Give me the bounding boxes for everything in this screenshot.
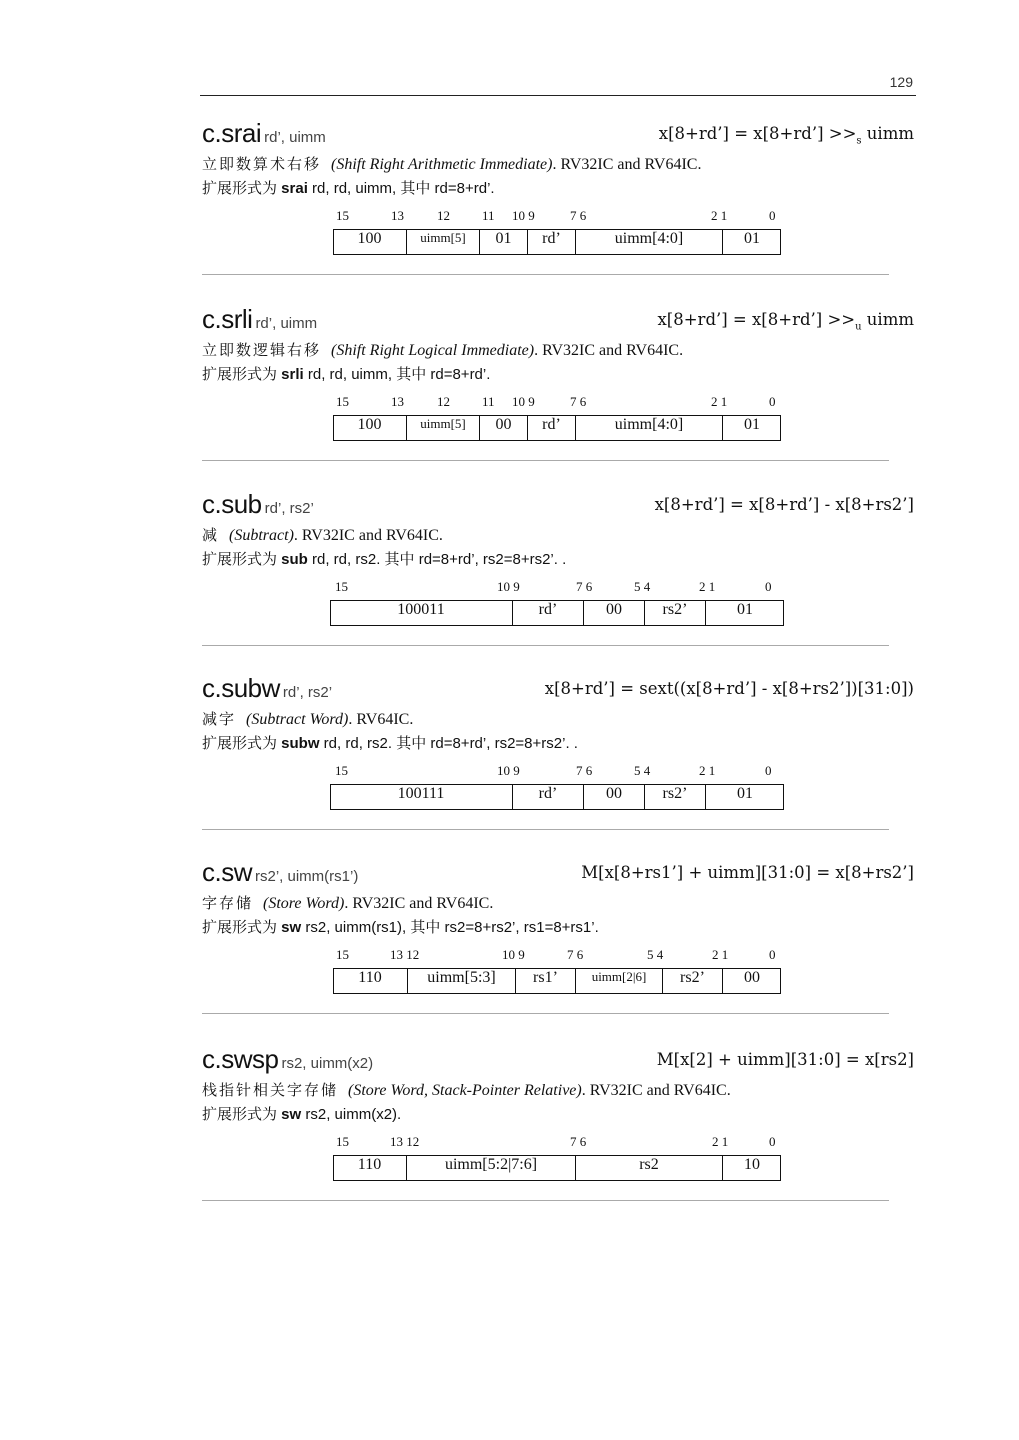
formula-subscript: u bbox=[855, 321, 862, 333]
bit-label: 10 9 bbox=[497, 579, 520, 594]
expansion-op: sw bbox=[281, 1106, 302, 1123]
encoding-field: 01 bbox=[479, 230, 527, 254]
bit-label: 0 bbox=[769, 947, 776, 962]
description-english: (Store Word) bbox=[263, 895, 345, 912]
description-isa: . RV32IC and RV64IC. bbox=[293, 527, 443, 544]
bit-label: 10 9 bbox=[512, 394, 535, 409]
encoding-field: rs2’ bbox=[644, 601, 705, 625]
expansion-rest: rd, rd, rs2. 其中 rd=8+rd’, rs2=8+rs2’. . bbox=[307, 551, 567, 568]
encoding-field: rs2’ bbox=[644, 785, 705, 809]
expansion-prefix: 扩展形式为 bbox=[202, 1106, 282, 1123]
description-english: (Shift Right Logical Immediate) bbox=[331, 342, 535, 359]
description-chinese: 立即数逻辑右移 bbox=[202, 343, 322, 359]
bit-positions bbox=[202, 394, 914, 410]
encoding-field: rd’ bbox=[512, 785, 583, 809]
encoding-table bbox=[333, 229, 781, 255]
bit-label: 5 4 bbox=[634, 579, 651, 594]
expansion-rest: rs2, uimm(x2). bbox=[301, 1106, 402, 1123]
encoding-field: 100 bbox=[357, 416, 382, 433]
bit-label: 5 4 bbox=[634, 763, 651, 778]
formula-subscript: s bbox=[856, 135, 862, 147]
encoding-field: 100111 bbox=[397, 785, 445, 802]
description-chinese: 减 bbox=[202, 528, 220, 544]
bit-label: 2 1 bbox=[711, 394, 728, 409]
instruction-heading bbox=[202, 857, 358, 888]
bit-label: 7 6 bbox=[570, 394, 587, 409]
encoding-table bbox=[330, 784, 784, 810]
bit-label: 7 6 bbox=[567, 947, 584, 962]
formula-main: M[x[8+rs1’] + uimm][31:0] = x[8+rs2’] bbox=[581, 863, 914, 882]
encoding-field: rd’ bbox=[527, 416, 575, 440]
instruction-c-swsp bbox=[202, 1044, 914, 1214]
instruction-c-srli bbox=[202, 304, 914, 474]
encoding-field: uimm[2|6] bbox=[575, 969, 662, 993]
encoding-field: rs2 bbox=[575, 1156, 722, 1180]
formula-tail: uimm bbox=[861, 124, 914, 143]
instruction-c-sub bbox=[202, 489, 914, 659]
semantics-formula bbox=[657, 1050, 914, 1072]
instruction-heading bbox=[202, 304, 317, 335]
expansion-prefix: 扩展形式为 bbox=[202, 180, 282, 197]
encoding-field: 01 bbox=[722, 230, 781, 254]
encoding-field: 110 bbox=[358, 969, 382, 986]
bit-positions bbox=[202, 579, 914, 595]
bit-label: 5 4 bbox=[647, 947, 664, 962]
encoding-field: 00 bbox=[722, 969, 781, 993]
bit-positions bbox=[202, 763, 914, 779]
bit-label: 2 1 bbox=[699, 579, 716, 594]
description-english: (Shift Right Arithmetic Immediate) bbox=[331, 156, 553, 173]
bit-label: 7 6 bbox=[576, 763, 593, 778]
instruction-heading bbox=[202, 489, 314, 520]
bit-label: 12 bbox=[437, 208, 450, 223]
header-rule bbox=[200, 95, 916, 96]
bit-label: 2 1 bbox=[711, 208, 728, 223]
expansion-op: sw bbox=[281, 919, 302, 936]
bit-label: 2 1 bbox=[712, 947, 729, 962]
encoding-field: 100011 bbox=[397, 601, 445, 618]
instruction-heading bbox=[202, 673, 332, 704]
description bbox=[202, 153, 701, 174]
bit-label: 13 12 bbox=[390, 1134, 420, 1149]
encoding-table bbox=[333, 968, 781, 994]
bit-label: 0 bbox=[769, 1134, 776, 1149]
bit-label: 7 6 bbox=[570, 208, 587, 223]
encoding-field: 01 bbox=[705, 785, 784, 809]
formula-main: x[8+rd’] = sext((x[8+rd’] - x[8+rs2’])[31:0]) bbox=[544, 679, 914, 698]
bit-label: 7 6 bbox=[576, 579, 593, 594]
expansion bbox=[202, 732, 578, 753]
operands: rd’, uimm bbox=[255, 315, 318, 332]
bit-label: 15 bbox=[335, 579, 348, 594]
description-isa: . RV32IC and RV64IC. bbox=[534, 342, 684, 359]
encoding-field: 100 bbox=[357, 230, 382, 247]
instruction-heading bbox=[202, 118, 326, 149]
instruction-heading bbox=[202, 1044, 373, 1075]
bit-label: 13 bbox=[391, 208, 404, 223]
operands: rs2, uimm(x2) bbox=[281, 1055, 374, 1072]
encoding-field: rd’ bbox=[512, 601, 583, 625]
encoding-field: uimm[5] bbox=[406, 416, 479, 440]
description-chinese: 字存储 bbox=[202, 896, 254, 912]
bit-label: 15 bbox=[336, 1134, 349, 1149]
encoding-field: rd’ bbox=[527, 230, 575, 254]
expansion bbox=[202, 177, 495, 198]
encoding-table bbox=[333, 1155, 781, 1181]
bit-label: 10 9 bbox=[497, 763, 520, 778]
description-english: (Subtract Word) bbox=[246, 711, 349, 728]
description-isa: . RV64IC. bbox=[348, 711, 414, 728]
description bbox=[202, 524, 443, 545]
expansion-prefix: 扩展形式为 bbox=[202, 366, 282, 383]
bit-label: 15 bbox=[335, 763, 348, 778]
expansion-rest: rd, rd, rs2. 其中 rd=8+rd’, rs2=8+rs2’. . bbox=[319, 735, 578, 752]
description bbox=[202, 708, 413, 729]
semantics-formula bbox=[545, 679, 914, 701]
bit-label: 0 bbox=[769, 394, 776, 409]
encoding-field: 10 bbox=[722, 1156, 781, 1180]
bit-label: 13 12 bbox=[390, 947, 420, 962]
mnemonic: c.srli bbox=[202, 304, 253, 334]
bit-label: 0 bbox=[769, 208, 776, 223]
description-english: (Store Word, Stack-Pointer Relative) bbox=[348, 1082, 582, 1099]
encoding-table bbox=[330, 600, 784, 626]
bit-label: 7 6 bbox=[570, 1134, 587, 1149]
encoding-field: 00 bbox=[479, 416, 527, 440]
description-english: (Subtract) bbox=[229, 527, 294, 544]
operands: rd’, uimm bbox=[264, 129, 326, 146]
section-divider bbox=[202, 1013, 889, 1014]
description-isa: . RV32IC and RV64IC. bbox=[581, 1082, 731, 1099]
description bbox=[202, 892, 493, 913]
bit-label: 11 bbox=[482, 394, 495, 409]
encoding-field: rs2’ bbox=[662, 969, 722, 993]
expansion-rest: rd, rd, uimm, 其中 rd=8+rd’. bbox=[303, 366, 491, 383]
semantics-formula bbox=[657, 310, 914, 332]
formula-tail: uimm bbox=[861, 310, 914, 329]
expansion-op: srli bbox=[281, 366, 304, 383]
bit-label: 11 bbox=[482, 208, 495, 223]
formula-main: x[8+rd’] = x[8+rd’] - x[8+rs2’] bbox=[654, 495, 914, 514]
section-divider bbox=[202, 1200, 889, 1201]
instruction-c-sw bbox=[202, 857, 914, 1027]
bit-label: 0 bbox=[765, 579, 772, 594]
semantics-formula bbox=[659, 124, 914, 146]
section-divider bbox=[202, 645, 889, 646]
operands: rs2’, uimm(rs1’) bbox=[255, 868, 359, 885]
bit-label: 15 bbox=[336, 394, 349, 409]
expansion-prefix: 扩展形式为 bbox=[202, 919, 282, 936]
description bbox=[202, 339, 683, 360]
description-chinese: 减字 bbox=[202, 712, 237, 728]
bit-label: 10 9 bbox=[502, 947, 525, 962]
instruction-c-subw bbox=[202, 673, 914, 843]
bit-positions bbox=[202, 947, 914, 963]
encoding-field: uimm[4:0] bbox=[575, 230, 722, 254]
encoding-field: uimm[5:2|7:6] bbox=[406, 1156, 575, 1180]
operands: rd’, rs2’ bbox=[282, 684, 333, 701]
bit-label: 12 bbox=[437, 394, 450, 409]
mnemonic: c.srai bbox=[202, 118, 262, 148]
encoding-field: 00 bbox=[583, 785, 644, 809]
encoding-field: uimm[4:0] bbox=[575, 416, 722, 440]
bit-label: 15 bbox=[336, 947, 349, 962]
mnemonic: c.sw bbox=[202, 857, 252, 887]
encoding-field: 110 bbox=[357, 1156, 382, 1173]
bit-label: 2 1 bbox=[712, 1134, 729, 1149]
expansion bbox=[202, 916, 599, 937]
expansion-op: subw bbox=[281, 735, 320, 752]
description-isa: . RV32IC and RV64IC. bbox=[344, 895, 494, 912]
mnemonic: c.swsp bbox=[202, 1044, 279, 1074]
semantics-formula bbox=[581, 863, 914, 885]
expansion bbox=[202, 1103, 401, 1124]
description-chinese: 栈指针相关字存储 bbox=[202, 1083, 339, 1099]
bit-label: 0 bbox=[765, 763, 772, 778]
expansion-rest: rd, rd, uimm, 其中 rd=8+rd’. bbox=[307, 180, 495, 197]
page-number: 129 bbox=[889, 74, 913, 90]
expansion-prefix: 扩展形式为 bbox=[202, 735, 282, 752]
section-divider bbox=[202, 460, 889, 461]
formula-main: x[8+rd’] = x[8+rd’] >> bbox=[657, 310, 856, 329]
instruction-c-srai bbox=[202, 118, 914, 288]
section-divider bbox=[202, 829, 889, 830]
description-isa: . RV32IC and RV64IC. bbox=[552, 156, 702, 173]
bit-label: 2 1 bbox=[699, 763, 716, 778]
encoding-field: uimm[5] bbox=[406, 230, 479, 254]
bit-label: 10 9 bbox=[512, 208, 535, 223]
expansion-prefix: 扩展形式为 bbox=[202, 551, 282, 568]
expansion-op: sub bbox=[281, 551, 308, 568]
semantics-formula bbox=[655, 495, 914, 517]
expansion bbox=[202, 363, 490, 384]
encoding-field: 01 bbox=[722, 416, 781, 440]
formula-main: x[8+rd’] = x[8+rd’] >> bbox=[658, 124, 857, 143]
mnemonic: c.subw bbox=[202, 673, 280, 703]
encoding-field: 00 bbox=[583, 601, 644, 625]
encoding-table bbox=[333, 415, 781, 441]
bit-positions bbox=[202, 1134, 914, 1150]
description bbox=[202, 1079, 731, 1100]
bit-positions bbox=[202, 208, 914, 224]
description-chinese: 立即数算术右移 bbox=[202, 157, 322, 173]
bit-label: 13 bbox=[391, 394, 404, 409]
section-divider bbox=[202, 274, 889, 275]
mnemonic: c.sub bbox=[202, 489, 262, 519]
expansion-rest: rs2, uimm(rs1), 其中 rs2=8+rs2’, rs1=8+rs1’. bbox=[301, 919, 599, 936]
encoding-field: rs1’ bbox=[515, 969, 575, 993]
operands: rd’, rs2’ bbox=[264, 500, 314, 517]
encoding-field: 01 bbox=[705, 601, 784, 625]
expansion bbox=[202, 548, 566, 569]
expansion-op: srai bbox=[281, 180, 308, 197]
bit-label: 15 bbox=[336, 208, 349, 223]
encoding-field: uimm[5:3] bbox=[407, 969, 515, 993]
formula-main: M[x[2] + uimm][31:0] = x[rs2] bbox=[656, 1050, 914, 1069]
